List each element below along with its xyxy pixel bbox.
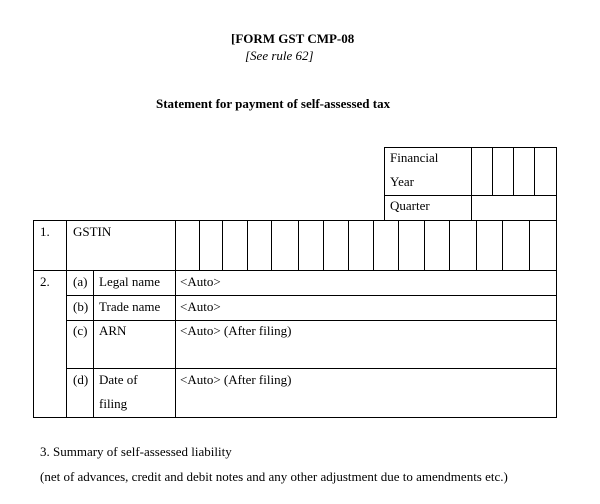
date-of-filing-value: <Auto> (After filing) (180, 372, 292, 387)
statement-heading: Statement for payment of self-assessed tax (156, 96, 391, 111)
form-title: [FORM GST CMP-08 (231, 31, 355, 46)
date-of-filing-label-line1: Date of (99, 372, 138, 387)
legal-name-label: Legal name (99, 274, 160, 289)
arn-value: <Auto> (After filing) (180, 323, 292, 338)
trade-name-value: <Auto> (180, 299, 221, 314)
item-letter-b: (b) (73, 299, 89, 314)
item-letter-d: (d) (73, 372, 89, 387)
section3-heading: 3. Summary of self-assessed liability (40, 444, 232, 459)
financial-label: Financial (390, 150, 439, 165)
trade-name-label: Trade name (99, 299, 161, 314)
gstin-label: GSTIN (73, 224, 112, 239)
arn-label: ARN (99, 323, 127, 338)
item-letter-a: (a) (73, 274, 88, 289)
rule-reference: [See rule 62] (245, 48, 314, 63)
section3-note: (net of advances, credit and debit notes and any other adjustment due to amendments etc.) (40, 469, 508, 484)
date-of-filing-label-line2: filing (99, 396, 128, 411)
row-number-2: 2. (40, 274, 50, 289)
row-number-1: 1. (40, 224, 50, 239)
item-letter-c: (c) (73, 323, 88, 338)
year-label: Year (390, 174, 414, 189)
quarter-label: Quarter (390, 198, 430, 213)
legal-name-value: <Auto> (180, 274, 221, 289)
